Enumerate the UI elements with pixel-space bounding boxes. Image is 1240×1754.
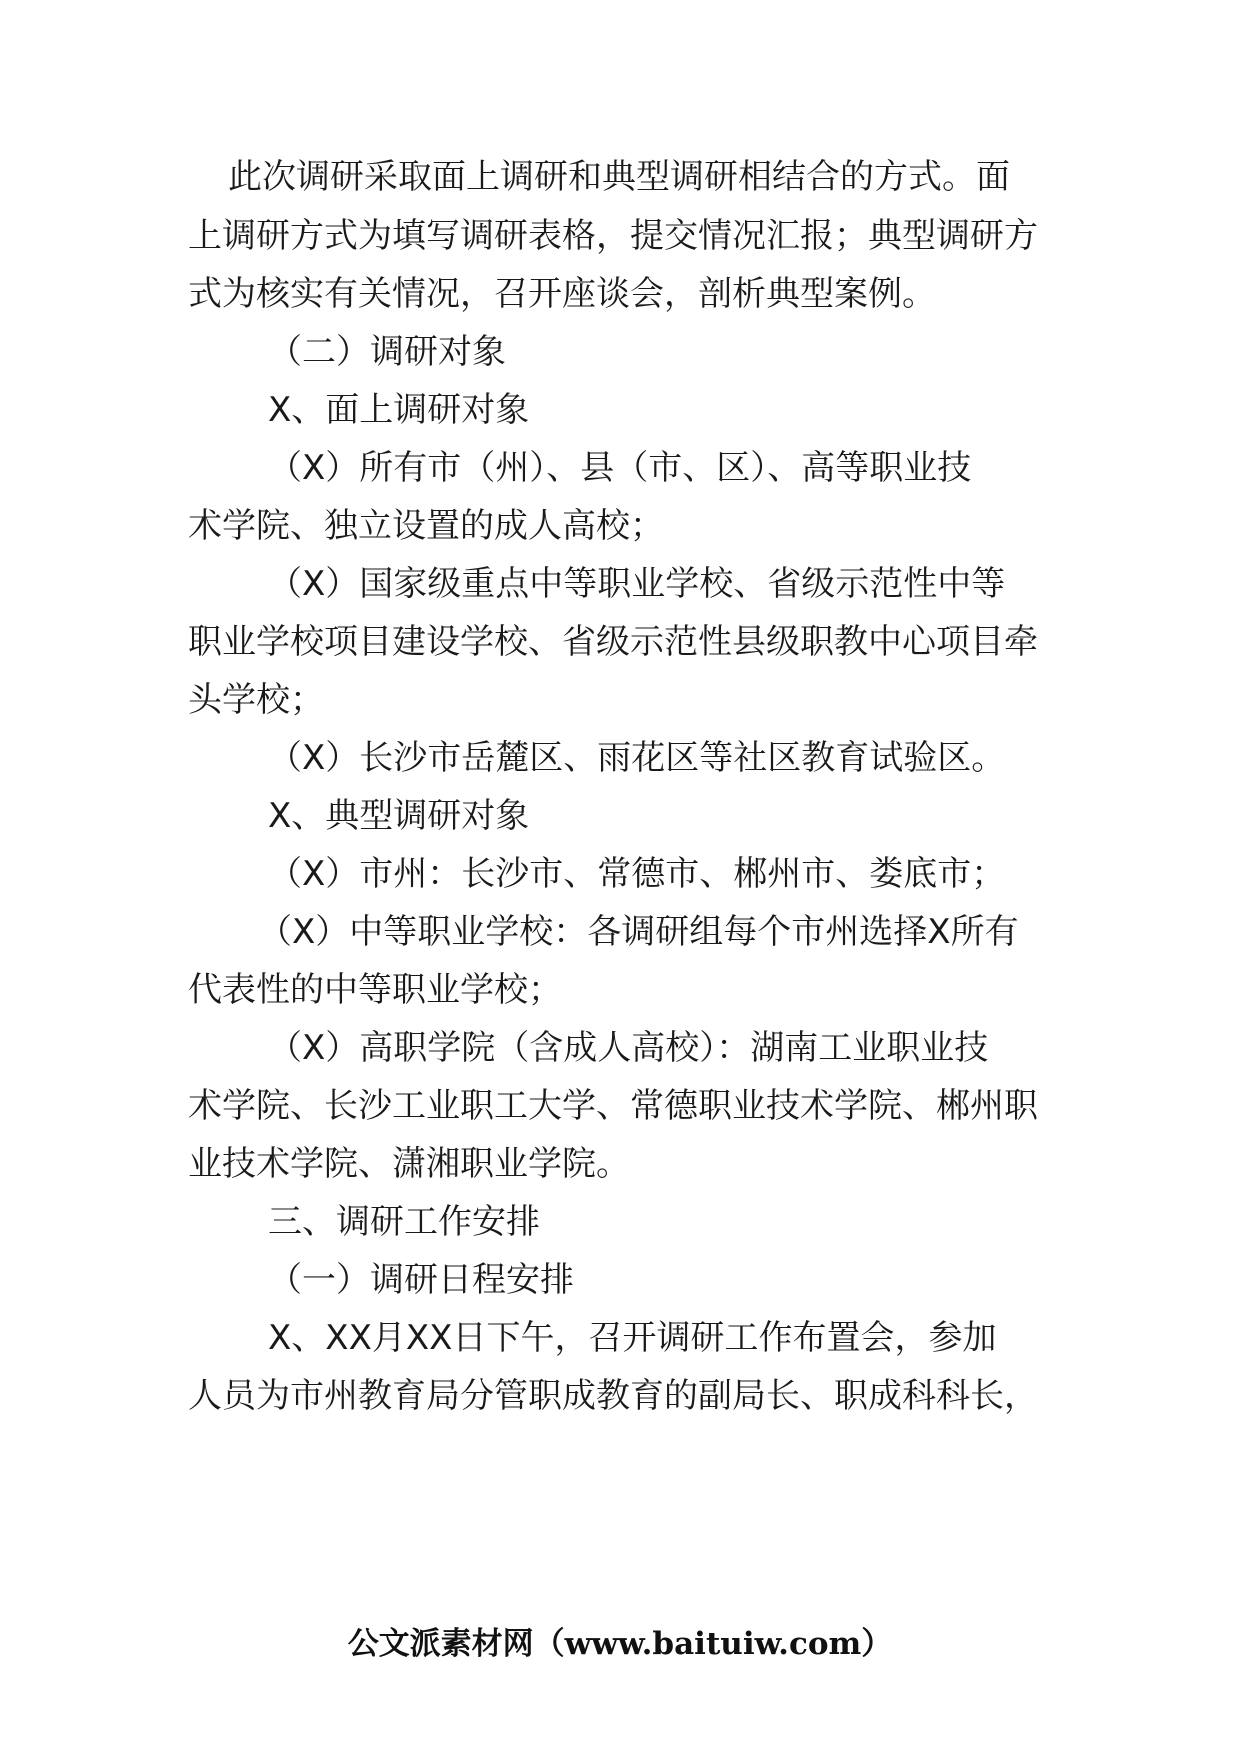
paragraph-line: 术学院、长沙工业职工大学、常德职业技术学院、郴州职	[188, 1086, 1038, 1126]
paragraph-line: 业技术学院、潇湘职业学院。	[188, 1144, 630, 1184]
paragraph-line: 式为核实有关情况，召开座谈会，剖析典型案例。	[188, 274, 936, 314]
subsection-heading: X、面上调研对象	[268, 390, 530, 430]
list-item: （X）高职学院（含成人高校）：湖南工业职业技	[268, 1028, 989, 1068]
list-item: （X）国家级重点中等职业学校、省级示范性中等	[268, 564, 1006, 604]
paragraph-line: 此次调研采取面上调研和典型调研相结合的方式。面	[228, 157, 1010, 197]
list-item: （X）中等职业学校：各调研组每个市州选择X所有	[258, 912, 1019, 952]
paragraph-line: 术学院、独立设置的成人高校；	[188, 506, 664, 546]
list-item: （X）所有市（州）、县（市、区）、高等职业技	[268, 448, 972, 488]
list-item: X、XX月XX日下午，召开调研工作布置会，参加	[268, 1318, 997, 1358]
paragraph-line: 职业学校项目建设学校、省级示范性县级职教中心项目牵	[188, 622, 1038, 662]
list-item: （X）市州：长沙市、常德市、郴州市、娄底市；	[268, 854, 1006, 894]
section-heading: 三、调研工作安排	[268, 1202, 540, 1242]
paragraph-line: 头学校；	[188, 680, 324, 720]
section-heading: （二）调研对象	[268, 332, 506, 372]
footer-watermark: 公文派素材网（www.baituiw.com）	[347, 1626, 893, 1662]
paragraph-line: 人员为市州教育局分管职成教育的副局长、职成科科长，	[188, 1376, 1038, 1416]
paragraph-line: 上调研方式为填写调研表格，提交情况汇报；典型调研方	[188, 216, 1038, 256]
subsection-heading: （一）调研日程安排	[268, 1260, 574, 1300]
subsection-heading: X、典型调研对象	[268, 796, 530, 836]
paragraph-line: 代表性的中等职业学校；	[188, 970, 562, 1010]
list-item: （X）长沙市岳麓区、雨花区等社区教育试验区。	[268, 738, 1006, 778]
